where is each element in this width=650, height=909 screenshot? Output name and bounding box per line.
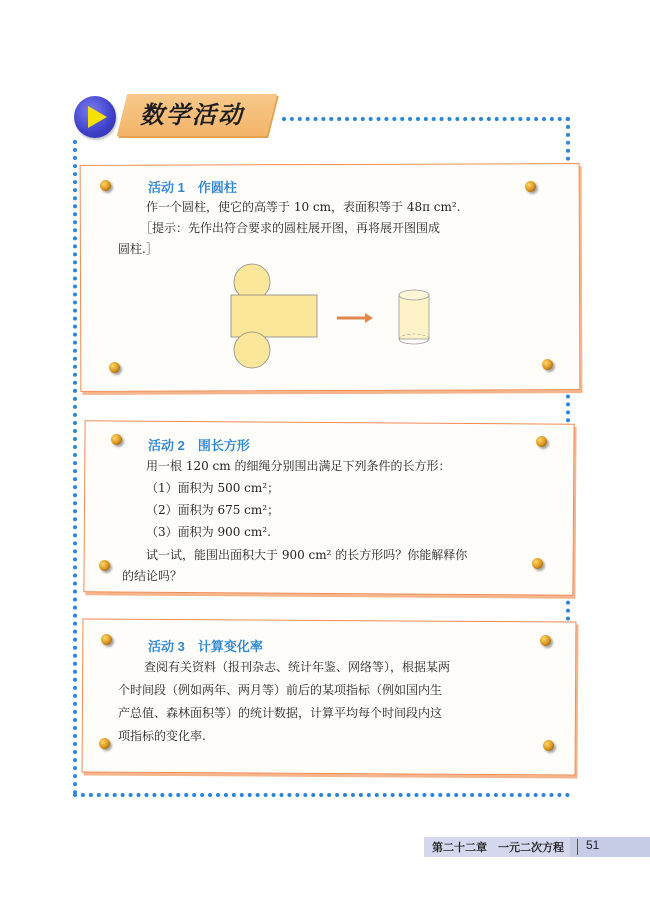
pin-icon bbox=[99, 560, 110, 571]
activity-text: 产总值、森林面积等）的统计数据，计算平均每个时间段内这 bbox=[118, 706, 443, 720]
net-bottom-circle bbox=[234, 332, 270, 368]
activity-text: 作一个圆柱，使它的高等于 10 cm，表面积等于 48π cm². bbox=[146, 200, 461, 214]
pin-icon bbox=[111, 434, 122, 445]
activity-text: 的结论吗？ bbox=[122, 569, 183, 583]
pin-icon bbox=[101, 634, 112, 645]
activity-text: 圆柱.］ bbox=[118, 242, 158, 256]
activity-title: 活动 1 作圆柱 bbox=[148, 180, 237, 195]
pin-icon bbox=[525, 181, 536, 192]
activity-title: 活动 2 围长方形 bbox=[148, 438, 250, 453]
dotted-frame-top bbox=[282, 117, 570, 121]
dotted-frame-bottom bbox=[73, 793, 570, 797]
activity-text: （3）面积为 900 cm². bbox=[146, 525, 271, 539]
pin-icon bbox=[542, 359, 553, 370]
pin-icon bbox=[109, 362, 120, 373]
page-number: 51 bbox=[586, 838, 600, 852]
dotted-frame-left bbox=[73, 140, 77, 795]
activity-text: 查阅有关资料（报刊杂志、统计年鉴、网络等），根据某两 bbox=[144, 660, 451, 674]
activity-text: （1）面积为 500 cm²； bbox=[146, 481, 280, 495]
pin-icon bbox=[100, 180, 111, 191]
arrow-right-icon bbox=[337, 313, 373, 323]
activity-text: 项指标的变化率. bbox=[118, 729, 206, 743]
section-title: 数学活动 bbox=[140, 100, 244, 129]
footer-page-bar bbox=[570, 837, 650, 857]
activity-text: 用一根 120 cm 的细绳分别围出满足下列条件的长方形： bbox=[146, 459, 451, 473]
chapter-label: 第二十二章 一元二次方程 bbox=[432, 842, 564, 854]
footer-divider bbox=[577, 839, 578, 855]
activity-title: 活动 3 计算变化率 bbox=[148, 639, 263, 654]
activity-text: ［提示：先作出符合要求的圆柱展开图，再将展开图围成 bbox=[140, 221, 441, 235]
activity-text: 个时间段（例如两年、两月等）前后的某项指标（例如国内生 bbox=[118, 683, 443, 697]
activity-text: （2）面积为 675 cm²； bbox=[146, 503, 280, 517]
net-rectangle bbox=[231, 295, 317, 337]
pin-icon bbox=[536, 436, 547, 447]
pin-icon bbox=[540, 635, 551, 646]
pin-icon bbox=[543, 740, 554, 751]
play-triangle-icon bbox=[88, 106, 107, 128]
pin-icon bbox=[532, 558, 543, 569]
activity-text: 试一试，能围出面积大于 900 cm² 的长方形吗？你能解释你 bbox=[146, 548, 468, 562]
pin-icon bbox=[99, 738, 110, 749]
cylinder-shape bbox=[399, 290, 429, 344]
cylinder-illustration bbox=[225, 262, 435, 370]
